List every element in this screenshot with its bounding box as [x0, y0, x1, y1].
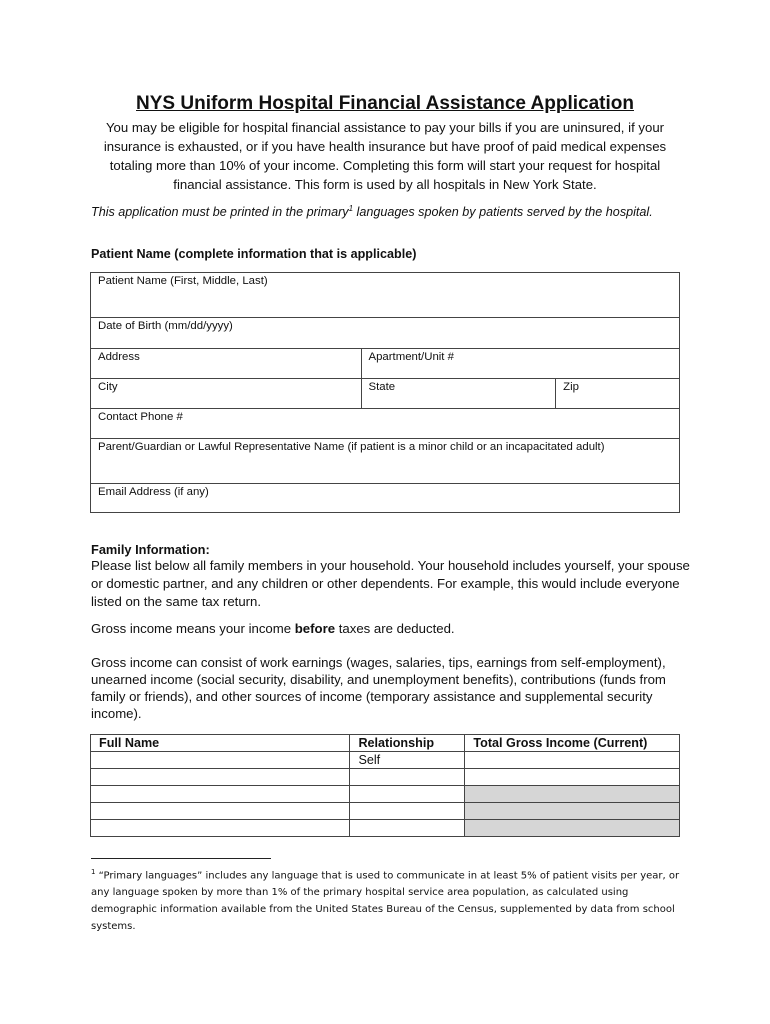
- note-text-after: languages spoken by patients served by the hospital.: [353, 205, 653, 220]
- family-member-name-cell[interactable]: [91, 752, 350, 769]
- footnote: [91, 864, 691, 935]
- gross-income-sources: Gross income can consist of work earnings (wages, salaries, tips, earnings from self-employment), unearned income (social security, disability, and unemployment benefits), contributions (funds from family or friends), and other sources of income (temporary assistance and supplemental security income).: [91, 655, 666, 721]
- zip-field[interactable]: [556, 379, 680, 409]
- patient-name-label: Patient Name (First, Middle, Last): [98, 275, 268, 287]
- guardian-field[interactable]: [91, 439, 680, 484]
- gross-def-emphasis: before: [294, 621, 336, 636]
- footnote-marker: 1: [91, 868, 96, 876]
- address-field[interactable]: [91, 349, 362, 379]
- gross-def-text-after: taxes are deducted.: [335, 621, 455, 636]
- family-member-relationship-cell[interactable]: [350, 769, 465, 786]
- family-member-row: [91, 769, 680, 786]
- family-member-income-cell[interactable]: [465, 752, 680, 769]
- family-info-text: Please list below all family members in your household. Your household includes yourself, your spouse or domestic partner, and any children or other dependents. For example, this would include everyone listed on the same tax return.: [91, 558, 690, 609]
- full-name-header: Full Name: [91, 735, 350, 752]
- apartment-label: Apartment/Unit #: [368, 351, 454, 363]
- family-member-name-cell[interactable]: [91, 786, 350, 803]
- dob-field[interactable]: [91, 318, 680, 349]
- note-text-before: This application must be printed in the primary: [91, 205, 349, 220]
- income-header: Total Gross Income (Current): [465, 735, 680, 752]
- phone-label: Contact Phone #: [98, 411, 183, 423]
- patient-name-field[interactable]: [91, 273, 680, 318]
- footnote-ref: 1: [348, 204, 354, 213]
- patient-info-table: [90, 272, 680, 513]
- apartment-field[interactable]: [361, 349, 680, 379]
- gross-def-text-before: Gross income means your income: [91, 621, 295, 636]
- family-member-row: [91, 820, 680, 837]
- state-label: State: [368, 381, 396, 393]
- family-member-row: [91, 786, 680, 803]
- phone-field[interactable]: [91, 409, 680, 439]
- email-label: Email Address (if any): [98, 486, 209, 498]
- city-field[interactable]: [91, 379, 362, 409]
- guardian-label: Parent/Guardian or Lawful Representative Name (if patient is a minor child or an incapacitated adult): [98, 441, 605, 453]
- gross-income-definition: [91, 621, 455, 636]
- family-member-row: [91, 752, 680, 769]
- family-member-name-cell[interactable]: [91, 820, 350, 837]
- zip-label: Zip: [563, 381, 579, 393]
- family-member-income-cell[interactable]: [465, 803, 680, 820]
- family-member-row: [91, 803, 680, 820]
- family-member-income-cell[interactable]: [465, 769, 680, 786]
- family-member-name-cell[interactable]: [91, 803, 350, 820]
- family-member-income-cell[interactable]: [465, 820, 680, 837]
- intro-paragraph: You may be eligible for hospital financial assistance to pay your bills if you are uninsured, if your insurance is exhausted, or if you have health insurance but have proof of paid medical expenses totaling more than 10% of your income. Completing this form will start your request for hospital financial assistance. This form is used by all hospitals in New York State.: [103, 120, 667, 192]
- address-label: Address: [98, 351, 140, 363]
- city-label: City: [98, 381, 118, 393]
- family-member-relationship-cell[interactable]: [350, 820, 465, 837]
- family-member-relationship-cell[interactable]: [350, 803, 465, 820]
- footnote-divider: [91, 858, 271, 859]
- state-field[interactable]: [361, 379, 556, 409]
- family-member-relationship-cell[interactable]: Self: [350, 752, 465, 769]
- email-field[interactable]: [91, 484, 680, 513]
- footnote-text: “Primary languages” includes any language that is used to communicate in at least 5% of patient visits per year, or any language spoken by more than 1% of the primary hospital service area population, as calculated using demographic information available from the United States Bureau of the Census, supplemented by data from school systems.: [91, 870, 680, 933]
- patient-section-heading: Patient Name (complete information that is applicable): [91, 247, 417, 261]
- page-title: NYS Uniform Hospital Financial Assistance Application: [136, 93, 634, 114]
- relationship-header: Relationship: [350, 735, 465, 752]
- dob-label: Date of Birth (mm/dd/yyyy): [98, 320, 233, 332]
- printed-languages-note: [91, 200, 681, 221]
- family-info-heading: Family Information:: [91, 542, 210, 557]
- family-member-name-cell[interactable]: [91, 769, 350, 786]
- family-member-relationship-cell[interactable]: [350, 786, 465, 803]
- family-member-income-cell[interactable]: [465, 786, 680, 803]
- family-members-table: [90, 734, 680, 837]
